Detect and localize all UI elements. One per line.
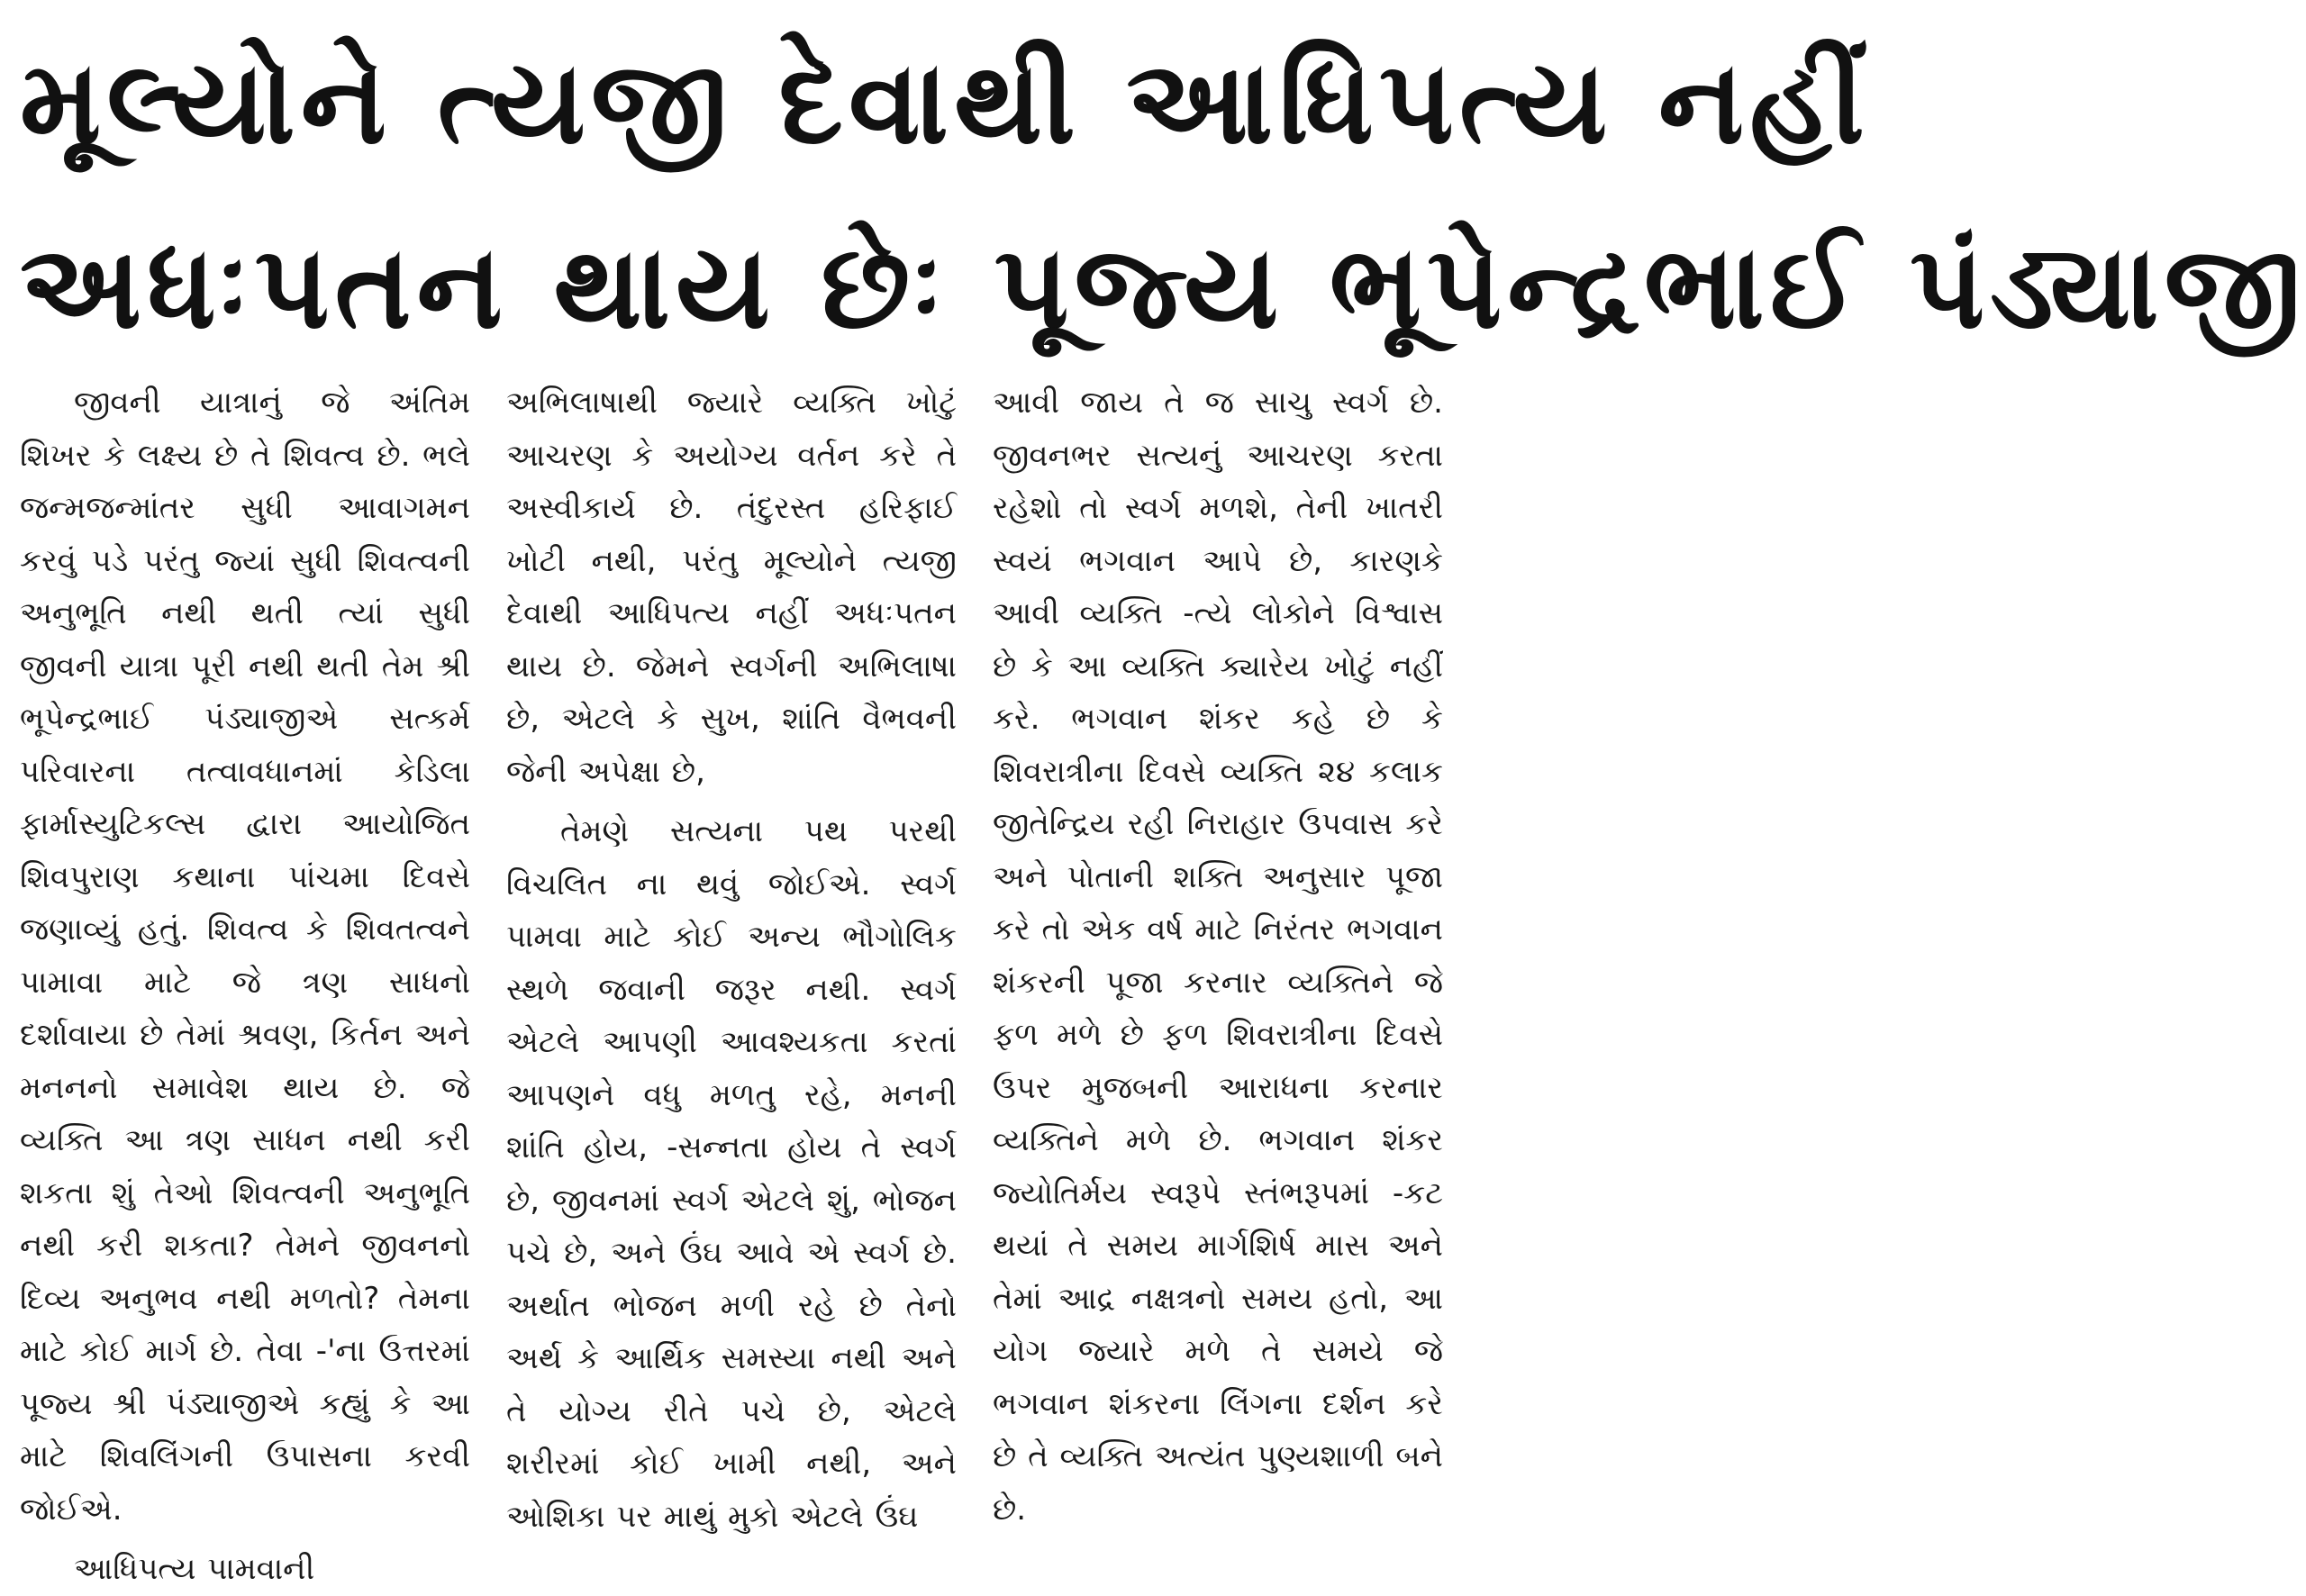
column-2: [506, 376, 957, 1535]
headline-line-2: અધઃપતન થાય છેઃ પૂજ્ય ભૂપેન્દ્રભાઈ પંડ્યાજી: [20, 221, 2306, 355]
paragraph: અભિલાષાથી જ્યારે વ્યક્તિ ખોટું આચરણ કે અયોગ્ય વર્તન કરે તે અસ્વીકાર્ય છે. તંદુરસ્ત હરિફાઈ ખોટી નથી, પરંતુ મૂલ્યોને ત્યજી દેવાથી આધિપત્ય નહીં અધઃપતન થાય છે. જેમને સ્વર્ગની અભિલાષા છે, એટલે કે સુખ, શાંતિ વૈભવની જેની અપેક્ષા છે,: [506, 385, 957, 790]
paragraph: જીવની યાત્રાનું જે અંતિમ શિખર કે લક્ષ્ય છે તે શિવત્વ છે. ભલે જન્મજન્માંતર સુધી આવાગમન કરવું પડે પરંતુ જ્યાં સુધી શિવત્વની અનુભૂતિ નથી થતી ત્યાં સુધી જીવની યાત્રા પૂરી નથી થતી તેમ શ્રી ભૂપેન્દ્રભાઈ પંડ્યાજીએ સત્કર્મ પરિવારના તત્વાવધાનમાં કેડિલા ફાર્માસ્યુટિકલ્સ દ્વારા આયોજિત શિવપુરાણ કથાના પાંચમા દિવસે જણાવ્યું હતું. શિવત્વ કે શિવતત્વને પામાવા માટે જે ત્રણ સાધનો દર્શાવાયા છે તેમાં શ્રવણ, કિર્તન અને મનનનો સમાવેશ થાય છે. જે વ્યક્તિ આ ત્રણ સાધન નથી કરી શકતા શું તેઓ શિવત્વની અનુભૂતિ નથી કરી શકતા? તેમને જીવનનો દિવ્ય અનુભવ નથી મળતો? તેમના માટે કોઈ માર્ગ છે. તેવા -'ના ઉત્તરમાં પૂજ્ય શ્રી પંડ્યાજીએ કહ્યું કે આ માટે શિવલિંગની ઉપાસના કરવી જોઈએ.: [20, 385, 470, 1528]
column-3: [993, 376, 1443, 1528]
headline-line-1: મૂલ્યોને ત્યજી દેવાથી આધિપત્ય નહીં: [20, 36, 1870, 170]
column-1: [20, 376, 470, 1587]
article-body: [20, 376, 1452, 1587]
paragraph: આધિપત્ય પામવાની: [74, 1551, 315, 1587]
paragraph: તેમણે સત્યના પથ પરથી વિચલિત ના થવું જોઈએ. સ્વર્ગ પામવા માટે કોઈ અન્ય ભૌગોલિક સ્થળે જવાની જરૂર નથી. સ્વર્ગ એટલે આપણી આવશ્યકતા કરતાં આપણને વધુ મળતુ રહે, મનની શાંતિ હોય, -સન્નતા હોય તે સ્વર્ગ છે, જીવનમાં સ્વર્ગ એટલે શું, ભોજન પચે છે, અને ઉંઘ આવે એ સ્વર્ગ છે. અર્થાત ભોજન મળી રહે છે તેનો અર્થ કે આર્થિક સમસ્યા નથી અને તે યોગ્ય રીતે પચે છે, એટલે શરીરમાં કોઈ ખામી નથી, અને ઓશિકા પર માથું મુકો એટલે ઉંઘ: [506, 813, 957, 1535]
paragraph: આવી જાય તે જ સાચુ સ્વર્ગ છે. જીવનભર સત્યનું આચરણ કરતા રહેશો તો સ્વર્ગ મળશે, તેની ખાતરી સ્વયં ભગવાન આપે છે, કારણકે આવી વ્યક્તિ -ત્યે લોકોને વિશ્વાસ છે કે આ વ્યક્તિ ક્યારેય ખોટું નહીં કરે. ભગવાન શંકર કહે છે કે શિવરાત્રીના દિવસે વ્યક્તિ ૨૪ કલાક જીતેન્દ્રિય રહી નિરાહાર ઉપવાસ કરે અને પોતાની શક્તિ અનુસાર પૂજા કરે તો એક વર્ષ માટે નિરંતર ભગવાન શંકરની પૂજા કરનાર વ્યક્તિને જે ફળ મળે છે ફળ શિવરાત્રીના દિવસે ઉપર મુજબની આરાધના કરનાર વ્યક્તિને મળે છે. ભગવાન શંકર જ્યોતિર્મય સ્વરૂપે સ્તંભરૂપમાં -કટ થયાં તે સમય માર્ગશિર્ષ માસ અને તેમાં આદ્ર નક્ષત્રનો સમય હતો, આ યોગ જ્યારે મળે તે સમયે જે ભગવાન શંકરના લિંગના દર્શન કરે છે તે વ્યક્તિ અત્યંત પુણ્યશાળી બને છે.: [993, 385, 1443, 1528]
